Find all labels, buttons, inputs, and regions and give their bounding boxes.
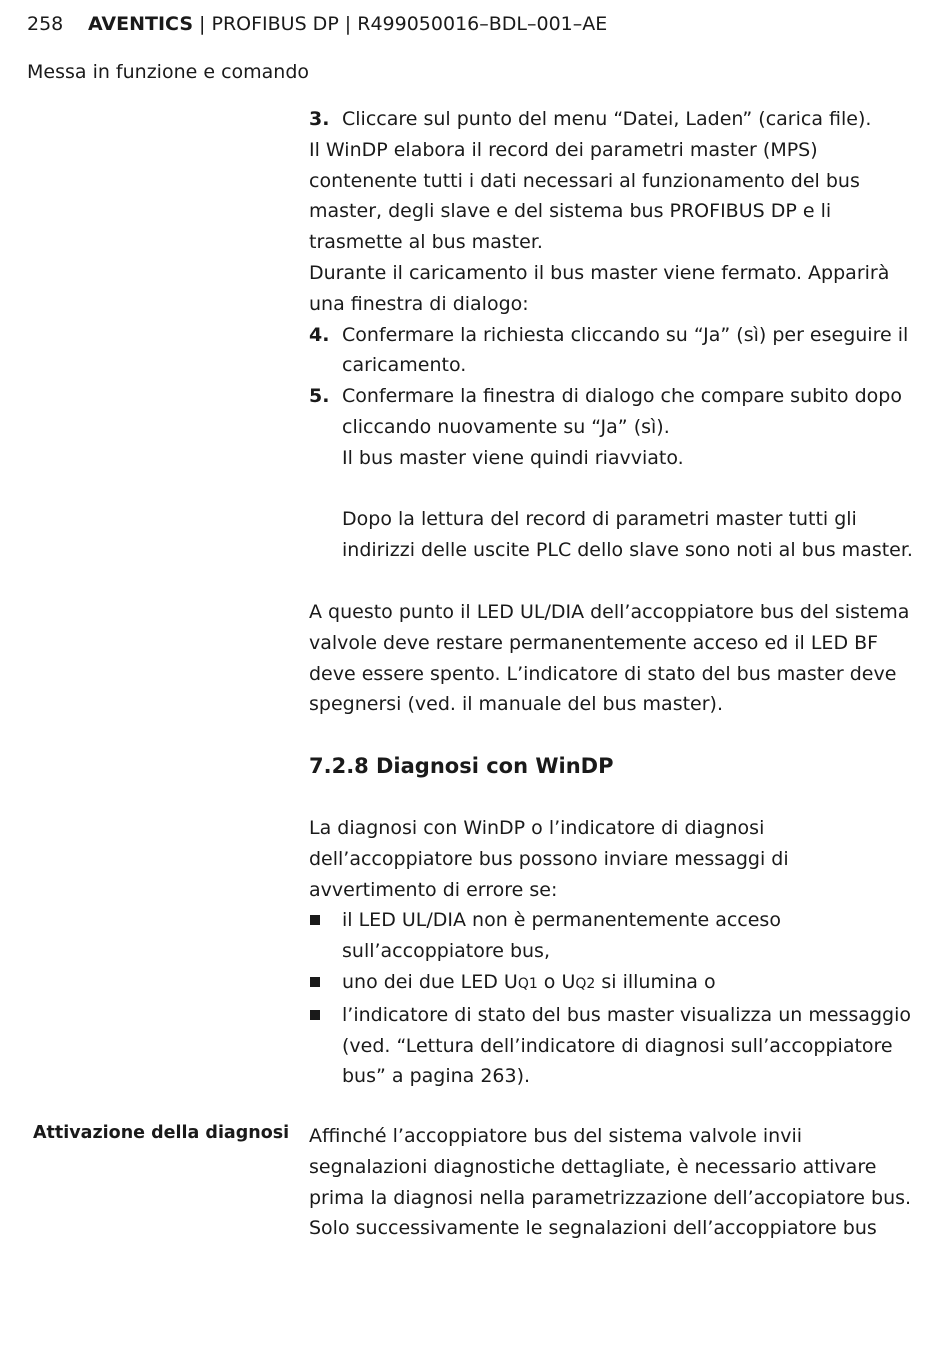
section-title: Messa in funzione e comando <box>27 61 310 83</box>
brand-name: AVENTICS <box>88 13 194 35</box>
step-note: Dopo la lettura del record di parametri master tutti gli <box>342 508 857 531</box>
step-note: indirizzi delle uscite PLC dello slave sono noti al bus master. <box>342 539 913 562</box>
paragraph-line: dell’accoppiatore bus possono inviare messaggi di <box>309 847 789 870</box>
activation-paragraph <box>309 1121 912 1244</box>
step-4 <box>309 320 909 382</box>
led-subscript: Q1 <box>517 975 538 992</box>
step-number: 5. <box>309 385 330 408</box>
bullet-item <box>309 1000 911 1092</box>
paragraph-line: segnalazioni diagnostiche dettagliate, è necessario attivare <box>309 1155 877 1178</box>
paragraph-line: contenente tutti i dati necessari al funzionamento del bus <box>309 169 860 192</box>
page-number: 258 <box>27 13 64 35</box>
paragraph-line: Affinché l’accoppiatore bus del sistema valvole invii <box>309 1125 803 1147</box>
paragraph-line: trasmette al bus master. <box>309 231 543 254</box>
step-3 <box>309 104 899 135</box>
paragraph-line: prima la diagnosi nella parametrizzazione dell’accopiatore bus. <box>309 1186 912 1209</box>
step-5 <box>309 381 913 566</box>
bullet-text: (ved. “Lettura dell’indicatore di diagnosi sull’accoppiatore <box>342 1034 893 1057</box>
section-heading <box>309 754 614 778</box>
paragraph-line: avvertimento di errore se: <box>309 878 558 901</box>
step-number: 3. <box>309 108 330 130</box>
step-text: Cliccare sul punto del menu “Datei, Laden” (carica file). <box>342 108 872 130</box>
paragraph-line: valvole deve restare permanentemente acceso ed il LED BF <box>309 631 879 654</box>
step-text: Confermare la richiesta cliccando su “Ja” (sì) per eseguire il <box>342 323 909 346</box>
margin-label: Attivazione della diagnosi <box>33 1123 290 1143</box>
bullet-text: uno dei due LED UQ1 o UQ2 si illumina o <box>342 970 716 993</box>
paragraph-line: La diagnosi con WinDP o l’indicatore di diagnosi <box>309 817 765 839</box>
heading-text: Diagnosi con WinDP <box>376 754 614 778</box>
paragraph-line: Durante il caricamento il bus master viene fermato. Apparirà <box>309 261 890 284</box>
paragraph-line: Solo successivamente le segnalazioni dell’accoppiatore bus <box>309 1217 877 1240</box>
bullet-text: bus” a pagina 263). <box>342 1065 531 1088</box>
diagnosis-paragraph <box>309 813 911 1092</box>
step-text: Confermare la finestra di dialogo che compare subito dopo <box>342 385 902 408</box>
step-text: cliccando nuovamente su “Ja” (sì). <box>342 415 670 438</box>
document-id: | PROFIBUS DP | R499050016–BDL–001–AE <box>193 13 608 35</box>
step-number: 4. <box>309 323 330 346</box>
step-text: Il bus master viene quindi riavviato. <box>342 446 684 469</box>
paragraph-line: master, degli slave e del sistema bus PROFIBUS DP e li <box>309 200 832 223</box>
bullet-item <box>309 967 899 1000</box>
paragraph-line: deve essere spento. L’indicatore di stato del bus master deve <box>309 662 897 685</box>
instruction-steps <box>309 104 913 566</box>
bullet-text: l’indicatore di stato del bus master visualizza un messaggio <box>342 1003 911 1026</box>
led-subscript: Q2 <box>575 975 596 992</box>
running-header <box>88 13 607 35</box>
paragraph-line: spegnersi (ved. il manuale del bus master). <box>309 693 724 716</box>
paragraph-line: A questo punto il LED UL/DIA dell’accoppiatore bus del sistema <box>309 601 910 623</box>
bullet-square-icon <box>309 905 342 967</box>
paragraph-line: Il WinDP elabora il record dei parametri master (MPS) <box>309 138 818 161</box>
step-text: caricamento. <box>342 354 467 377</box>
bullet-text: il LED UL/DIA non è permanentemente acceso <box>342 909 781 932</box>
bullet-square-icon <box>309 967 342 1000</box>
heading-number: 7.2.8 <box>309 754 369 778</box>
led-status-paragraph <box>309 597 910 720</box>
paragraph-line: una finestra di dialogo: <box>309 292 529 315</box>
bullet-item <box>309 905 899 967</box>
bullet-text: sull’accoppiatore bus, <box>342 940 550 963</box>
bullet-square-icon <box>309 1000 342 1092</box>
